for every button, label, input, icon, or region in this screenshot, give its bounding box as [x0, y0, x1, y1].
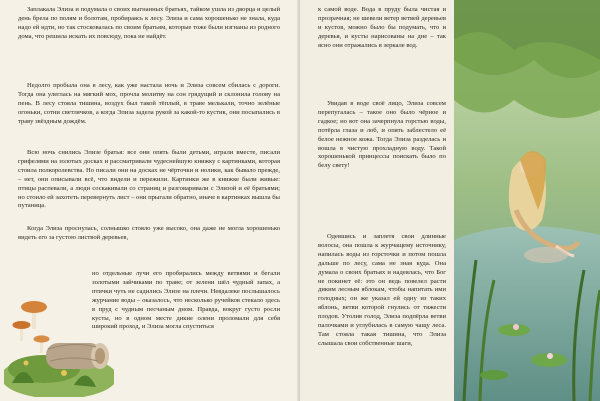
elisa-pond-illustration: [454, 0, 600, 401]
paragraph: Увидав в воде своё лицо, Элиза совсем перепугалась – такое оно было чёрное и гадкое; но вот она зачерпнула горстью воды, потёрла глаза и лоб, и опять заблестело её белое нежное кожа. Тогда Элиза разделась и вошла в чистую прохладную воду. Такой хорошенькой принцессы поискать было по белу свету!: [318, 100, 446, 170]
mushrooms-log-icon: [4, 265, 114, 397]
paragraph: Одевшись и заплетя свои длинные волосы, она пошла к журчащему источнику, напилась воды из горсточки и потом пошла дальше по лесу, сама не зная куда. Она думала о своих братьях и надеялась, что Бог не покинет её: это он ведь повелел расти диким лесным яблокам, чтобы напитать ими голодных; он же указал ей одну из таких яблонь, ветви которой гнулись от тяжести плодов. Утолив голод, Элиза подпёрла ветви палочками и углубилась в самую чащу леса. Там стояла такая тишина, что Элиза слышала свои собственные шаги,: [318, 233, 446, 347]
paragraph: Недолго пробыла она в лесу, как уже настала ночь и Элиза совсем сбилась с дороги. Тогда она улеглась на мягкий мох, прочла молитву на сон грядущий и склонила голову на пень. В лесу стояла тишина, воздух был такой тёплый, в траве мелькали, точно зелёные огоньки, сотни светлячков, а когда Элиза задела рукой за какой-то кустик, они посыпались в траву звёздным дождём.: [18, 82, 280, 125]
paragraph: Всю ночь снились Элизе братья: все они опять были детьми, играли вместе, писали грифелями на золотых досках и рассматривали чудеснейшую книжку с картинками, которая стоила полкоролевства. Но писали они на досках не чёрточки и нолики, как бывало прежде, – нет, они описывали всё, что видели и пережили. Картинки же в книжке были живые: птицы распевали, а люди соскакивали со страниц и разговаривали с Элизой и её братьями; но стоило ей захотеть перевернуть лист – они прыгали обратно, иначе в картинках вышла бы путаница.: [18, 149, 280, 210]
paragraph-continued: но отдельные лучи его пробирались между ветвями и бегали золотыми зайчиками по траве; от зелени шёл чудный запах, а птички чуть не садились Элизе на плечи. Невдалеке послышалось журчание воды – оказалось, что несколько ручейков стекало здесь в пруд с чудным песчаным дном. Правда, вокруг густо росли кусты, но в одном месте дикие олени проломали для себя широкий проход, и Элиза могла спуститься: [92, 270, 280, 331]
forest-floor-illustration: [4, 265, 114, 397]
pond-scene-icon: [454, 0, 600, 401]
paragraph: Заплакала Элиза и подумала о своих выгнанных братьях, тайком ушла из дворца и целый день брела по полям и болотам, пробираясь к лесу. Элиза и сама хорошенько не знала, куда надо ей идти, но так стосковалась по своим братьям, которые тоже были изгнаны из родного дома, что решила искать их повсюду, пока не найдёт.: [18, 6, 280, 40]
paragraph: Когда Элиза проснулась, солнышко стояло уже высоко, она даже не могла хорошенько видеть его за густою листвой деревьев,: [18, 225, 280, 241]
paragraph-continued: к самой воде. Вода в пруду была чистая и прозрачная; не шевели ветер ветвей деревьев и кустов, можно было бы подумать, что и деревья, и кусты нарисованы на дне – так ясно они отражались в зеркале вод.: [318, 6, 446, 49]
